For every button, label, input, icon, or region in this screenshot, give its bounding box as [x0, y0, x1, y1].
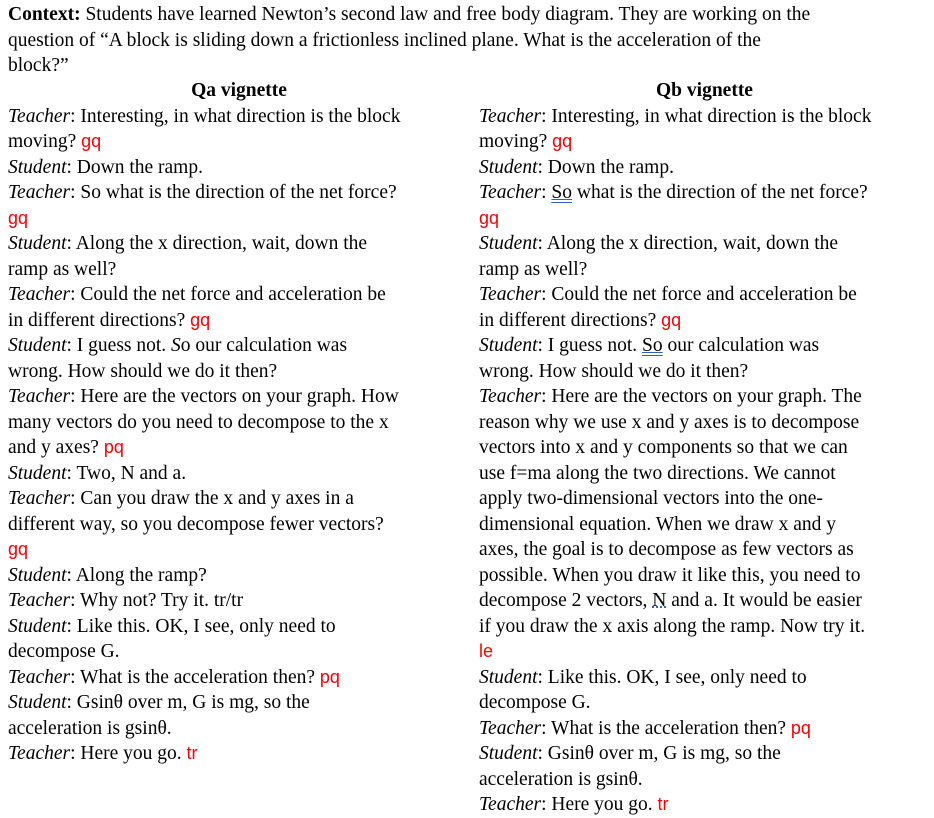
dialogue-text: : Down the ramp. — [537, 156, 674, 178]
dialogue-text: acceleration is gsinθ. — [479, 768, 643, 790]
speaker-label: Teacher — [479, 386, 542, 407]
dialogue-text: : Why not? Try it. tr/tr — [70, 590, 244, 611]
speaker-label: Student — [8, 156, 67, 178]
dialogue-text: : Along the x direction, wait, down the — [537, 233, 839, 254]
dialogue-text: : So what is the direction of the net force? — [70, 182, 397, 203]
speaker-label: Student — [479, 666, 538, 688]
dialogue-line — [479, 614, 930, 640]
dialogue-text: in different directions? — [8, 309, 191, 331]
speaker-label: Teacher — [479, 284, 542, 305]
dialogue-line — [8, 333, 470, 359]
proofing-mark: So — [551, 182, 573, 203]
dialogue-line — [479, 282, 930, 308]
dialogue-line — [479, 690, 930, 716]
dialogue-text: in different directions? — [479, 309, 662, 331]
dialogue-line — [479, 716, 930, 742]
speaker-label: Teacher — [8, 182, 71, 203]
dialogue-text: : Here you go. — [70, 743, 187, 764]
dialogue-line — [8, 155, 470, 181]
dialogue-text: and a. It would be easier — [666, 590, 862, 611]
dialogue-line — [479, 206, 930, 232]
qb-vignette-dialogue — [479, 104, 930, 818]
dialogue-line — [479, 486, 930, 512]
dialogue-line — [479, 384, 930, 410]
dialogue-text: possible. When you draw it like this, you need to — [479, 564, 861, 586]
speaker-label: Teacher — [479, 794, 542, 815]
dialogue-line — [8, 308, 470, 334]
qa-vignette-column — [8, 78, 470, 767]
dialogue-line — [8, 180, 470, 206]
dialogue-text: : Like this. OK, I see, only need to — [66, 615, 336, 637]
code-tag: le — [479, 641, 494, 661]
dialogue-text: ramp as well? — [8, 258, 117, 280]
code-tag: tr — [186, 743, 198, 763]
dialogue-text: : Along the ramp? — [66, 564, 207, 586]
dialogue-line — [479, 129, 930, 155]
qb-vignette-title: Qb vignette — [656, 80, 753, 101]
dialogue-line — [8, 741, 470, 767]
dialogue-line — [8, 384, 470, 410]
dialogue-line — [8, 129, 470, 155]
dialogue-text: decompose 2 vectors, — [479, 590, 653, 611]
dialogue-line — [8, 257, 470, 283]
dialogue-line — [8, 410, 470, 436]
dialogue-line — [8, 104, 470, 130]
speaker-label: Teacher — [479, 105, 542, 127]
dialogue-line — [8, 435, 470, 461]
dialogue-text: : Interesting, in what direction is the block — [541, 105, 872, 127]
dialogue-text: many vectors do you need to decompose to the x — [8, 411, 389, 433]
dialogue-line — [8, 639, 470, 665]
document-page — [8, 2, 930, 815]
dialogue-line — [479, 665, 930, 691]
speaker-label: Teacher — [8, 105, 71, 127]
dialogue-text: : Could the net force and acceleration be — [541, 284, 857, 305]
dialogue-line — [479, 257, 930, 283]
dialogue-text: : I guess not. — [66, 335, 172, 356]
dialogue-text: : What is the acceleration then? — [70, 666, 320, 688]
dialogue-text: vectors into x and y components so that we can — [479, 437, 848, 458]
dialogue-text: our calculation was — [662, 335, 820, 356]
context-label: Context: — [8, 4, 81, 25]
code-tag: gq — [479, 207, 500, 228]
dialogue-text: what is the direction of the net force? — [572, 182, 868, 203]
dialogue-text: use f=ma along the two directions. We cannot — [479, 462, 836, 484]
context-line-2: question of “A block is sliding down a frictionless inclined plane. What is the acceleration of the — [8, 29, 761, 51]
speaker-label: Teacher — [8, 743, 71, 764]
dialogue-line — [8, 537, 470, 563]
dialogue-line — [8, 486, 470, 512]
dialogue-line — [8, 231, 470, 257]
dialogue-text: : Like this. OK, I see, only need to — [537, 666, 807, 688]
dialogue-line — [479, 792, 930, 818]
dialogue-text: : Interesting, in what direction is the block — [70, 105, 401, 127]
speaker-label: Student — [8, 233, 67, 254]
dialogue-text: : Down the ramp. — [66, 156, 203, 178]
dialogue-text: : Here are the vectors on your graph. The — [541, 386, 862, 407]
dialogue-text: decompose G. — [8, 641, 120, 662]
code-tag: tr — [657, 794, 669, 814]
dialogue-line — [479, 741, 930, 767]
proofing-mark: So — [642, 335, 663, 356]
code-tag: gq — [661, 309, 682, 330]
dialogue-line — [479, 104, 930, 130]
dialogue-text: moving? — [479, 131, 553, 152]
dialogue-line — [479, 333, 930, 359]
speaker-label: Teacher — [8, 488, 71, 509]
speaker-label: Student — [8, 615, 67, 637]
dialogue-line — [479, 588, 930, 614]
code-tag: pq — [319, 666, 340, 687]
dialogue-line — [479, 231, 930, 257]
qb-vignette-column — [479, 78, 930, 818]
code-tag: gq — [190, 309, 211, 330]
dialogue-line — [8, 359, 470, 385]
dialogue-text: : Gsinθ over m, G is mg, so the — [537, 743, 781, 764]
dialogue-line — [479, 512, 930, 538]
speaker-label: Teacher — [479, 182, 542, 203]
dialogue-line — [8, 614, 470, 640]
qa-vignette-dialogue — [8, 104, 470, 767]
dialogue-line — [8, 206, 470, 232]
dialogue-line — [8, 716, 470, 742]
dialogue-line — [479, 155, 930, 181]
speaker-label: Teacher — [479, 717, 542, 739]
speaker-label: Teacher — [8, 590, 71, 611]
dialogue-line — [8, 665, 470, 691]
speaker-label: Teacher — [8, 666, 71, 688]
dialogue-text: wrong. How should we do it then? — [479, 360, 749, 382]
context-line-1: Students have learned Newton’s second law and free body diagram. They are working on the — [80, 4, 811, 25]
dialogue-text: : Can you draw the x and y axes in a — [70, 488, 354, 509]
code-tag: gq — [8, 539, 29, 559]
code-tag: pq — [103, 437, 124, 457]
dialogue-line — [8, 461, 470, 487]
proofing-mark: N — [652, 590, 667, 611]
context-paragraph — [8, 2, 930, 79]
code-tag: gq — [81, 131, 102, 151]
speaker-label: S — [171, 335, 181, 356]
dialogue-line — [8, 512, 470, 538]
dialogue-text: : — [541, 182, 552, 203]
dialogue-line — [479, 410, 930, 436]
speaker-label: Student — [8, 462, 67, 484]
dialogue-text: apply two-dimensional vectors into the one- — [479, 488, 823, 509]
dialogue-line — [479, 359, 930, 385]
dialogue-line — [479, 461, 930, 487]
dialogue-text: wrong. How should we do it then? — [8, 360, 278, 382]
dialogue-text: : Two, N and a. — [66, 462, 187, 484]
dialogue-line — [8, 282, 470, 308]
dialogue-line — [479, 563, 930, 589]
context-line-3: block?” — [8, 55, 69, 76]
speaker-label: Student — [8, 692, 67, 713]
dialogue-line — [479, 308, 930, 334]
dialogue-text: : Gsinθ over m, G is mg, so the — [66, 692, 310, 713]
qa-vignette-title: Qa vignette — [191, 80, 287, 101]
dialogue-text: : Here you go. — [541, 794, 658, 815]
dialogue-text: acceleration is gsinθ. — [8, 717, 172, 739]
dialogue-text: ramp as well? — [479, 258, 588, 280]
dialogue-text: o our calculation was — [180, 335, 348, 356]
code-tag: pq — [790, 717, 811, 738]
dialogue-text: if you draw the x axis along the ramp. Now try it. — [479, 615, 866, 637]
dialogue-text: different way, so you decompose fewer vectors? — [8, 513, 384, 535]
dialogue-text: and y axes? — [8, 437, 104, 458]
dialogue-text: : Could the net force and acceleration be — [70, 284, 386, 305]
dialogue-text: : I guess not. — [537, 335, 643, 356]
speaker-label: Teacher — [8, 284, 71, 305]
dialogue-text: decompose G. — [479, 692, 591, 713]
dialogue-text: dimensional equation. When we draw x and y — [479, 513, 837, 535]
speaker-label: Student — [8, 335, 67, 356]
speaker-label: Student — [479, 156, 538, 178]
speaker-label: Student — [479, 335, 538, 356]
dialogue-line — [8, 690, 470, 716]
dialogue-text: : Along the x direction, wait, down the — [66, 233, 368, 254]
code-tag: gq — [552, 131, 573, 151]
speaker-label: Student — [479, 233, 538, 254]
dialogue-line — [479, 180, 930, 206]
speaker-label: Teacher — [8, 386, 71, 407]
speaker-label: Student — [8, 564, 67, 586]
dialogue-text: axes, the goal is to decompose as few vectors as — [479, 539, 854, 560]
dialogue-text: : What is the acceleration then? — [541, 717, 791, 739]
dialogue-line — [479, 767, 930, 793]
dialogue-text: reason why we use x and y axes is to decompose — [479, 411, 860, 433]
dialogue-text: moving? — [8, 131, 82, 152]
code-tag: gq — [8, 207, 29, 228]
dialogue-line — [8, 588, 470, 614]
dialogue-text: : Here are the vectors on your graph. How — [70, 386, 399, 407]
dialogue-line — [8, 563, 470, 589]
speaker-label: Student — [479, 743, 538, 764]
dialogue-line — [479, 537, 930, 563]
dialogue-line — [479, 639, 930, 665]
dialogue-line — [479, 435, 930, 461]
